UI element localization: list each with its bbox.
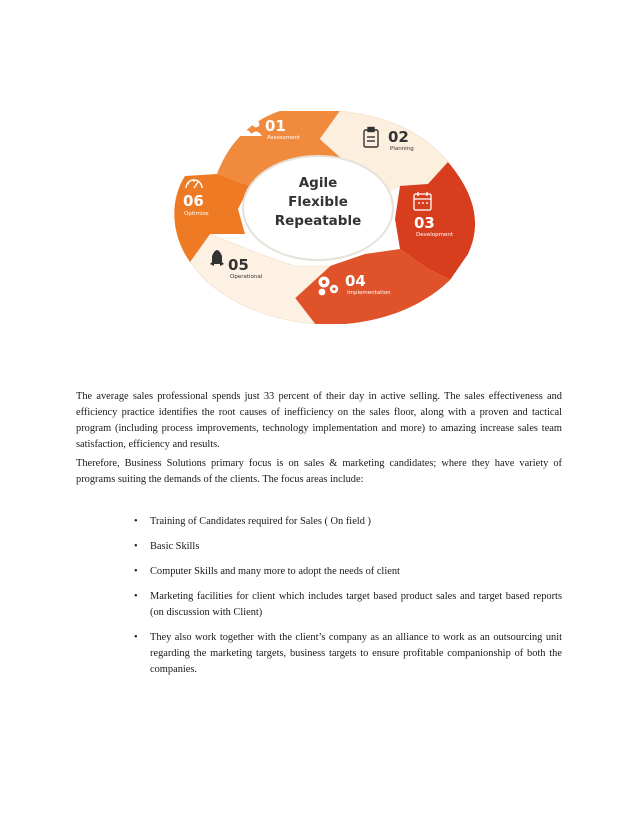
list-item: • They also work together with the client’s company as an alliance to work as an outsourcing unit regarding the marketing targets, business targets to ensure profitable companionship of both the companies. bbox=[134, 630, 562, 678]
step-01-label: Assessment bbox=[267, 135, 300, 141]
center-word-agile: Agile bbox=[298, 175, 338, 191]
step-03-number: 03 bbox=[414, 214, 435, 232]
people-icon bbox=[230, 117, 262, 136]
step-06-label: Optimize bbox=[184, 211, 209, 217]
step-02-number: 02 bbox=[388, 128, 409, 146]
step-02-label: Planning bbox=[390, 146, 414, 152]
step-04-number: 04 bbox=[345, 272, 366, 290]
cycle-diagram bbox=[150, 84, 486, 326]
step-06-number: 06 bbox=[183, 192, 204, 210]
step-05-label: Operational bbox=[230, 274, 263, 280]
step-04-label: Implementation bbox=[347, 290, 391, 296]
list-item: • Basic Skills bbox=[134, 539, 562, 555]
list-item: • Marketing facilities for client which includes target based product sales and target based reports (on discussion with Client) bbox=[134, 589, 562, 621]
step-01-number: 01 bbox=[265, 117, 286, 135]
paragraph-intro: The average sales professional spends just 33 percent of their day in active selling. The sales effectiveness and efficiency practice identifies the root causes of inefficiency on the sales floor, along with a proven and tactical program (including process improvements, technology implementation and more) to amazing increase sales team satisfaction, efficiency and results. bbox=[76, 391, 562, 450]
paragraph-focus: Therefore, Business Solutions primary focus is on sales & marketing candidates; where they have variety of programs suiting the demands of the clients. The focus areas include: bbox=[76, 458, 562, 485]
list-item: • Training of Candidates required for Sales ( On field ) bbox=[134, 514, 562, 530]
step-03-label: Development bbox=[416, 232, 454, 238]
focus-areas-list bbox=[134, 514, 562, 687]
list-item: • Computer Skills and many more to adopt the needs of client bbox=[134, 564, 562, 580]
center-word-flexible: Flexible bbox=[288, 194, 348, 210]
step-05-number: 05 bbox=[228, 256, 249, 274]
center-word-repeatable: Repeatable bbox=[274, 213, 362, 229]
